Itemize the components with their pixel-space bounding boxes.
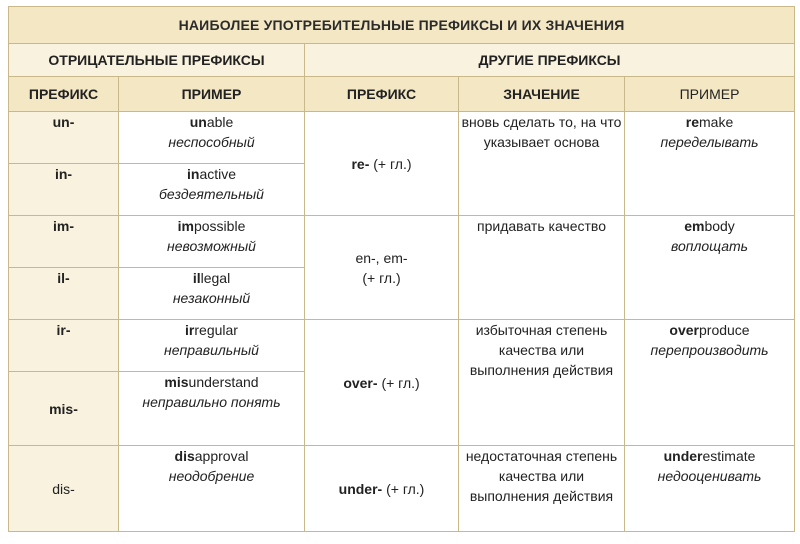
col-other-example: ПРИМЕР: [625, 77, 795, 112]
neg-example-en: misunderstand: [164, 374, 259, 390]
col-meaning: ЗНАЧЕНИЕ: [459, 77, 625, 112]
prefix-table: [8, 6, 795, 532]
neg-example-cell: [119, 112, 305, 164]
other-example-en: remake: [685, 114, 734, 130]
other-example-ru: недооценивать: [657, 468, 762, 484]
neg-example-ru: неодобрение: [168, 468, 255, 484]
neg-prefix-cell: dis-: [9, 446, 119, 532]
table-row: [9, 112, 795, 164]
col-other-prefix: ПРЕФИКС: [305, 77, 459, 112]
other-prefix-cell: under- (+ гл.): [305, 446, 459, 532]
neg-prefix-cell: mis-: [9, 372, 119, 446]
meaning-cell: недостаточная степень качества или выполнения действия: [459, 446, 625, 532]
other-example-en: overproduce: [669, 322, 750, 338]
neg-example-cell: [119, 268, 305, 320]
neg-prefix-cell: im-: [9, 216, 119, 268]
section-other: ДРУГИЕ ПРЕФИКСЫ: [305, 44, 795, 77]
neg-example-ru: неспособный: [168, 134, 255, 150]
other-example-cell: [625, 446, 795, 532]
neg-example-en: irregular: [185, 322, 238, 338]
neg-example-cell: [119, 164, 305, 216]
meaning-cell: вновь сделать то, на что указывает основа: [459, 112, 625, 216]
neg-example-cell: [119, 320, 305, 372]
neg-example-en: unable: [189, 114, 234, 130]
neg-example-en: inactive: [186, 166, 237, 182]
other-example-cell: [625, 112, 795, 216]
neg-prefix-cell: il-: [9, 268, 119, 320]
neg-example-ru: бездеятельный: [159, 186, 264, 202]
other-prefix-cell: re- (+ гл.): [305, 112, 459, 216]
table-row: [9, 216, 795, 268]
neg-example-ru: неправильно понять: [142, 394, 281, 410]
meaning-cell: придавать качество: [459, 216, 625, 320]
col-neg-example: ПРИМЕР: [119, 77, 305, 112]
neg-example-ru: незаконный: [172, 290, 251, 306]
other-example-ru: перепроизводить: [650, 342, 769, 358]
neg-prefix-cell: in-: [9, 164, 119, 216]
other-prefix-cell: en-, em- (+ гл.): [305, 216, 459, 320]
column-header-row: [9, 77, 795, 112]
section-header-row: [9, 44, 795, 77]
neg-example-en: impossible: [177, 218, 246, 234]
other-prefix-cell: over- (+ гл.): [305, 320, 459, 446]
other-example-cell: [625, 320, 795, 446]
meaning-cell: избыточная степень качества или выполнения действия: [459, 320, 625, 446]
neg-prefix-cell: un-: [9, 112, 119, 164]
neg-example-cell: [119, 446, 305, 532]
neg-example-cell: [119, 216, 305, 268]
table-row: [9, 446, 795, 532]
neg-example-en: illegal: [192, 270, 231, 286]
table-row: [9, 320, 795, 372]
other-example-cell: [625, 216, 795, 320]
neg-example-en: disapproval: [174, 448, 249, 464]
other-example-en: underestimate: [663, 448, 756, 464]
neg-example-cell: [119, 372, 305, 446]
title-row: [9, 7, 795, 44]
col-neg-prefix: ПРЕФИКС: [9, 77, 119, 112]
section-negative: ОТРИЦАТЕЛЬНЫЕ ПРЕФИКСЫ: [9, 44, 305, 77]
prefix-table-wrapper: [8, 6, 794, 538]
neg-prefix-cell: ir-: [9, 320, 119, 372]
other-example-ru: переделывать: [660, 134, 759, 150]
other-example-en: embody: [684, 218, 735, 234]
table-title: НАИБОЛЕЕ УПОТРЕБИТЕЛЬНЫЕ ПРЕФИКСЫ И ИХ ЗНАЧЕНИЯ: [9, 7, 795, 44]
other-example-ru: воплощать: [670, 238, 749, 254]
neg-example-ru: невозможный: [167, 238, 256, 254]
neg-example-ru: неправильный: [164, 342, 259, 358]
